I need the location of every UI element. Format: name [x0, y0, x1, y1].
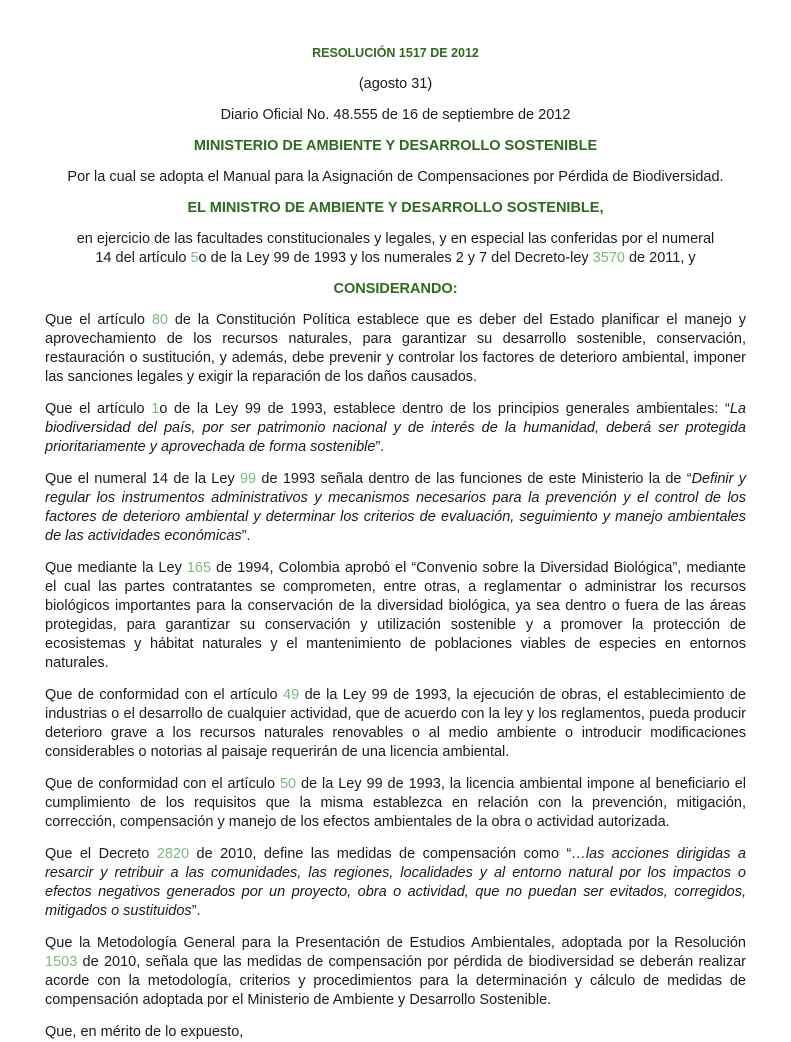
- law-reference-link[interactable]: 50: [279, 776, 297, 792]
- ministry-heading: MINISTERIO DE AMBIENTE Y DESARROLLO SOSTENIBLE: [193, 138, 598, 154]
- paragraph-article-50: [45, 775, 746, 832]
- text-segment: de 2010, define las medidas de compensación como “: [189, 846, 572, 862]
- text-segment: Que de conformidad con el artículo: [45, 776, 280, 792]
- law-reference-link[interactable]: 1503: [45, 954, 78, 970]
- text-segment: de 2011, y: [624, 250, 696, 266]
- text-segment: de la Constitución Política establece que es deber del Estado planificar el manejo y aprovechamiento de los recursos naturales, para garantizar su desarrollo sostenible, conservación, restauración o sustitución, y además, debe prevenir y controlar los factores de deterioro ambiental, imponer las sanciones legales y exigir la reparación de los daños causados.: [45, 312, 747, 385]
- law-reference-link[interactable]: 165: [186, 560, 212, 576]
- law-reference-link[interactable]: 99: [239, 471, 257, 487]
- text-segment: Que el Decreto: [45, 846, 157, 862]
- paragraph-article-1-ley-99: [45, 400, 746, 457]
- law-reference-link[interactable]: 5: [190, 250, 199, 266]
- paragraph-numeral-14-ley-99: [45, 470, 746, 546]
- text-segment: ”.: [241, 528, 251, 544]
- text-segment: Que el numeral 14 de la Ley: [45, 471, 240, 487]
- law-reference-link[interactable]: 80: [151, 312, 168, 328]
- text-segment: de 1993 señala dentro de las funciones de este Ministerio la de “: [256, 471, 692, 487]
- text-segment: o de la Ley 99 de 1993, establece dentro de los principios generales ambientales: “: [159, 401, 730, 417]
- law-reference-link[interactable]: 1: [151, 401, 160, 417]
- text-segment: ”.: [191, 903, 201, 919]
- paragraph-article-49: [45, 686, 746, 762]
- minister-heading: EL MINISTRO DE AMBIENTE Y DESARROLLO SOSTENIBLE,: [187, 200, 604, 216]
- law-reference-link[interactable]: 2820: [156, 846, 190, 862]
- considerando-heading: CONSIDERANDO:: [333, 281, 458, 297]
- text-segment: de la Ley 99 de 1993, la licencia ambiental impone al beneficiario el cumplimiento de los requisitos que la misma establezca en relación con la prevención, mitigación, corrección, compensación y manejo de los efectos ambientales de la obra o actividad autorizada.: [45, 776, 746, 830]
- paragraph-merito: [45, 1023, 746, 1042]
- paragraph-decreto-2820: [45, 845, 746, 921]
- subject-line: Por la cual se adopta el Manual para la Asignación de Compensaciones por Pérdida de Biodiversidad.: [67, 169, 724, 185]
- resolution-title: RESOLUCIÓN 1517 DE 2012: [312, 46, 479, 60]
- text-segment: de 1994, Colombia aprobó el “Convenio sobre la Diversidad Biológica”, mediante el cual las partes contratantes se comprometen, entre otras, a reglamentar o administrar los recursos biológicos importantes para la conservación de la diversidad biológica, ya sea dentro o fuera de las áreas protegidas, para garantizar su conservación y utilización sostenible y a promover la protección de ecosistemas y hábitat naturales y el mantenimiento de poblaciones viables de especies en entornos naturales.: [45, 560, 746, 671]
- text-segment: Que de conformidad con el artículo: [45, 687, 284, 703]
- text-segment: Que la Metodología General para la Presentación de Estudios Ambientales, adoptada por la Resolución: [45, 935, 746, 951]
- preamble-text: [45, 230, 746, 268]
- text-segment: de 2010, señala que las medidas de compensación por pérdida de biodiversidad se deberán realizar acorde con la metodología, criterios y procedimientos para la determinación y cálculo de medidas de compensación adoptada por el Ministerio de Ambiente y Desarrollo Sostenible.: [45, 954, 746, 1008]
- quoted-text: Definir y regular los instrumentos administrativos y mecanismos necesarios para la prevención y el control de los factores de deterioro ambiental y determinar los criterios de evaluación, seguimiento y manejo ambientales de las actividades económicas: [45, 471, 747, 544]
- law-reference-link[interactable]: 3570: [592, 250, 625, 266]
- date-line: (agosto 31): [358, 76, 433, 92]
- text-segment: ”.: [375, 439, 385, 455]
- text-segment: en ejercicio de las facultades constitucionales y legales, y en especial las conferidas por el numeral 14 del artículo: [76, 231, 715, 266]
- text-segment: o de la Ley 99 de 1993 y los numerales 2 y 7 del Decreto-ley: [198, 250, 593, 266]
- paragraph-ley-165: [45, 559, 746, 673]
- quoted-text: …las acciones dirigidas a resarcir y retribuir a las comunidades, las regiones, localidades y al entorno natural por los impactos o efectos negativos generados por un proyecto, obra o actividad, que no puedan ser evitados, corregidos, mitigados o sustituidos: [45, 846, 746, 919]
- text-segment: Que, en mérito de lo expuesto,: [45, 1024, 244, 1040]
- text-segment: Que el artículo: [45, 401, 152, 417]
- text-segment: Que mediante la Ley: [45, 560, 187, 576]
- gazette-line: Diario Oficial No. 48.555 de 16 de septiembre de 2012: [220, 107, 571, 123]
- quoted-text: La biodiversidad del país, por ser patrimonio nacional y de interés de la humanidad, deberá ser protegida prioritariamente y aprovechada de forma sostenible: [45, 401, 746, 455]
- paragraph-article-80: [45, 311, 746, 387]
- law-reference-link[interactable]: 49: [283, 687, 300, 703]
- considerando-body: [45, 311, 746, 1042]
- text-segment: Que el artículo: [45, 312, 152, 328]
- text-segment: de la Ley 99 de 1993, la ejecución de obras, el establecimiento de industrias o el desarrollo de cualquier actividad, que de acuerdo con la ley y los reglamentos, pueda producir deterioro grave a los recursos naturales renovables o al medio ambiente o introducir modificaciones considerables o notorias al paisaje requerirán de una licencia ambiental.: [45, 687, 746, 760]
- paragraph-resolucion-1503: [45, 934, 746, 1010]
